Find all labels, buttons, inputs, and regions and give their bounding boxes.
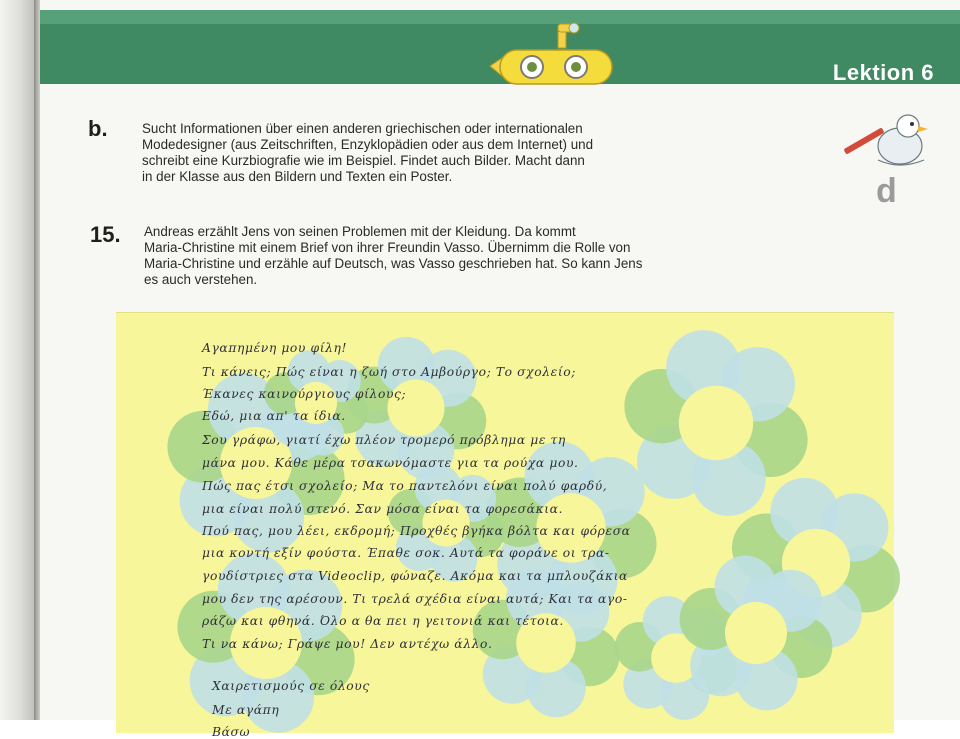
book-spine — [0, 0, 38, 720]
exercise-15-line-3: Maria-Christine und erzähle auf Deutsch, was Vasso geschrieben hat. So kann Jens — [144, 256, 643, 271]
exercise-b-line-2: Modedesigner (aus Zeitschriften, Enzyklopädien oder aus dem Internet) und — [142, 137, 594, 152]
exercise-15-line-4: es auch verstehen. — [144, 272, 258, 287]
letter-line: γουδίστριες στα Videoclip, φώναζε. Ακόμα και τα μπλουζάκια — [202, 569, 628, 583]
letter-line: Έκανες καινούργιους φίλους; — [202, 387, 407, 401]
letter-line: Τι να κάνω; Γράψε μου! Δεν αντέχω άλλο. — [202, 637, 493, 651]
letter-closing-line: Βάσω — [212, 725, 251, 739]
section-letter: d — [876, 172, 897, 210]
penguin-mascot-icon — [838, 108, 934, 170]
handwritten-letter — [116, 313, 894, 739]
letter-line: Τι κάνεις; Πώς είναι η ζωή στο Αμβούργο; Το σχολείο; — [202, 365, 576, 379]
letter-line: Πού πας, μου λέει, εκδρομή; Προχθές βγήκα βόλτα και φόρεσα — [202, 524, 631, 538]
exercise-15-line-1: Andreas erzählt Jens von seinen Problemen mit der Kleidung. Da kommt — [144, 224, 576, 239]
exercise-b-label: b. — [88, 116, 108, 141]
exercise-15-label: 15. — [90, 222, 121, 247]
letter-line: μου δεν της αρέσουν. Τι τρελά σχέδια είναι αυτά; Και τα αγο- — [202, 592, 628, 606]
letter-greeting: Αγαπημένη μου φίλη! — [202, 341, 348, 355]
letter-line: ράζω και φθηνά. Όλο α θα πει η γειτονιά και τέτοια. — [202, 614, 564, 628]
letter-closing-line: Με αγάπη — [212, 703, 280, 717]
letter-closing-line: Χαιρετισμούς σε όλους — [212, 679, 370, 693]
exercise-b-line-4: in der Klasse aus den Bildern und Texten ein Poster. — [142, 169, 453, 184]
letter-line: Σου γράφω, γιατί έχω πλέον τρομερό πρόβλημα με τη — [202, 433, 566, 447]
letter-line: μάνα μου. Κάθε μέρα τσακωνόμαστε για τα ρούχα μου. — [202, 456, 579, 470]
lesson-title: Lektion 6 — [832, 60, 934, 85]
submarine-icon — [480, 20, 620, 92]
letter-line: μια κοντή εξίν φούστα. Έπαθε σοκ. Αυτά τα φοράνε οι τρα- — [202, 546, 610, 560]
exercise-b-line-3: schreibt eine Kurzbiografie wie im Beispiel. Findet auch Bilder. Macht dann — [142, 153, 585, 168]
letter-line: Πώς πας έτσι σχολείο; Μα το παντελόνι είναι πολύ φαρδύ, — [202, 479, 608, 493]
letter-line: Εδώ, μια απ' τα ίδια. — [202, 409, 346, 423]
letter-card — [116, 312, 894, 739]
exercise-15-line-2: Maria-Christine mit einem Brief von ihrer Freundin Vasso. Übernimm die Rolle von — [144, 240, 631, 255]
exercise-b-line-1: Sucht Informationen über einen anderen griechischen oder internationalen — [142, 121, 583, 136]
letter-line: μια είναι πολύ στενό. Σαν μόσα είναι τα φορεσάκια. — [202, 502, 564, 516]
